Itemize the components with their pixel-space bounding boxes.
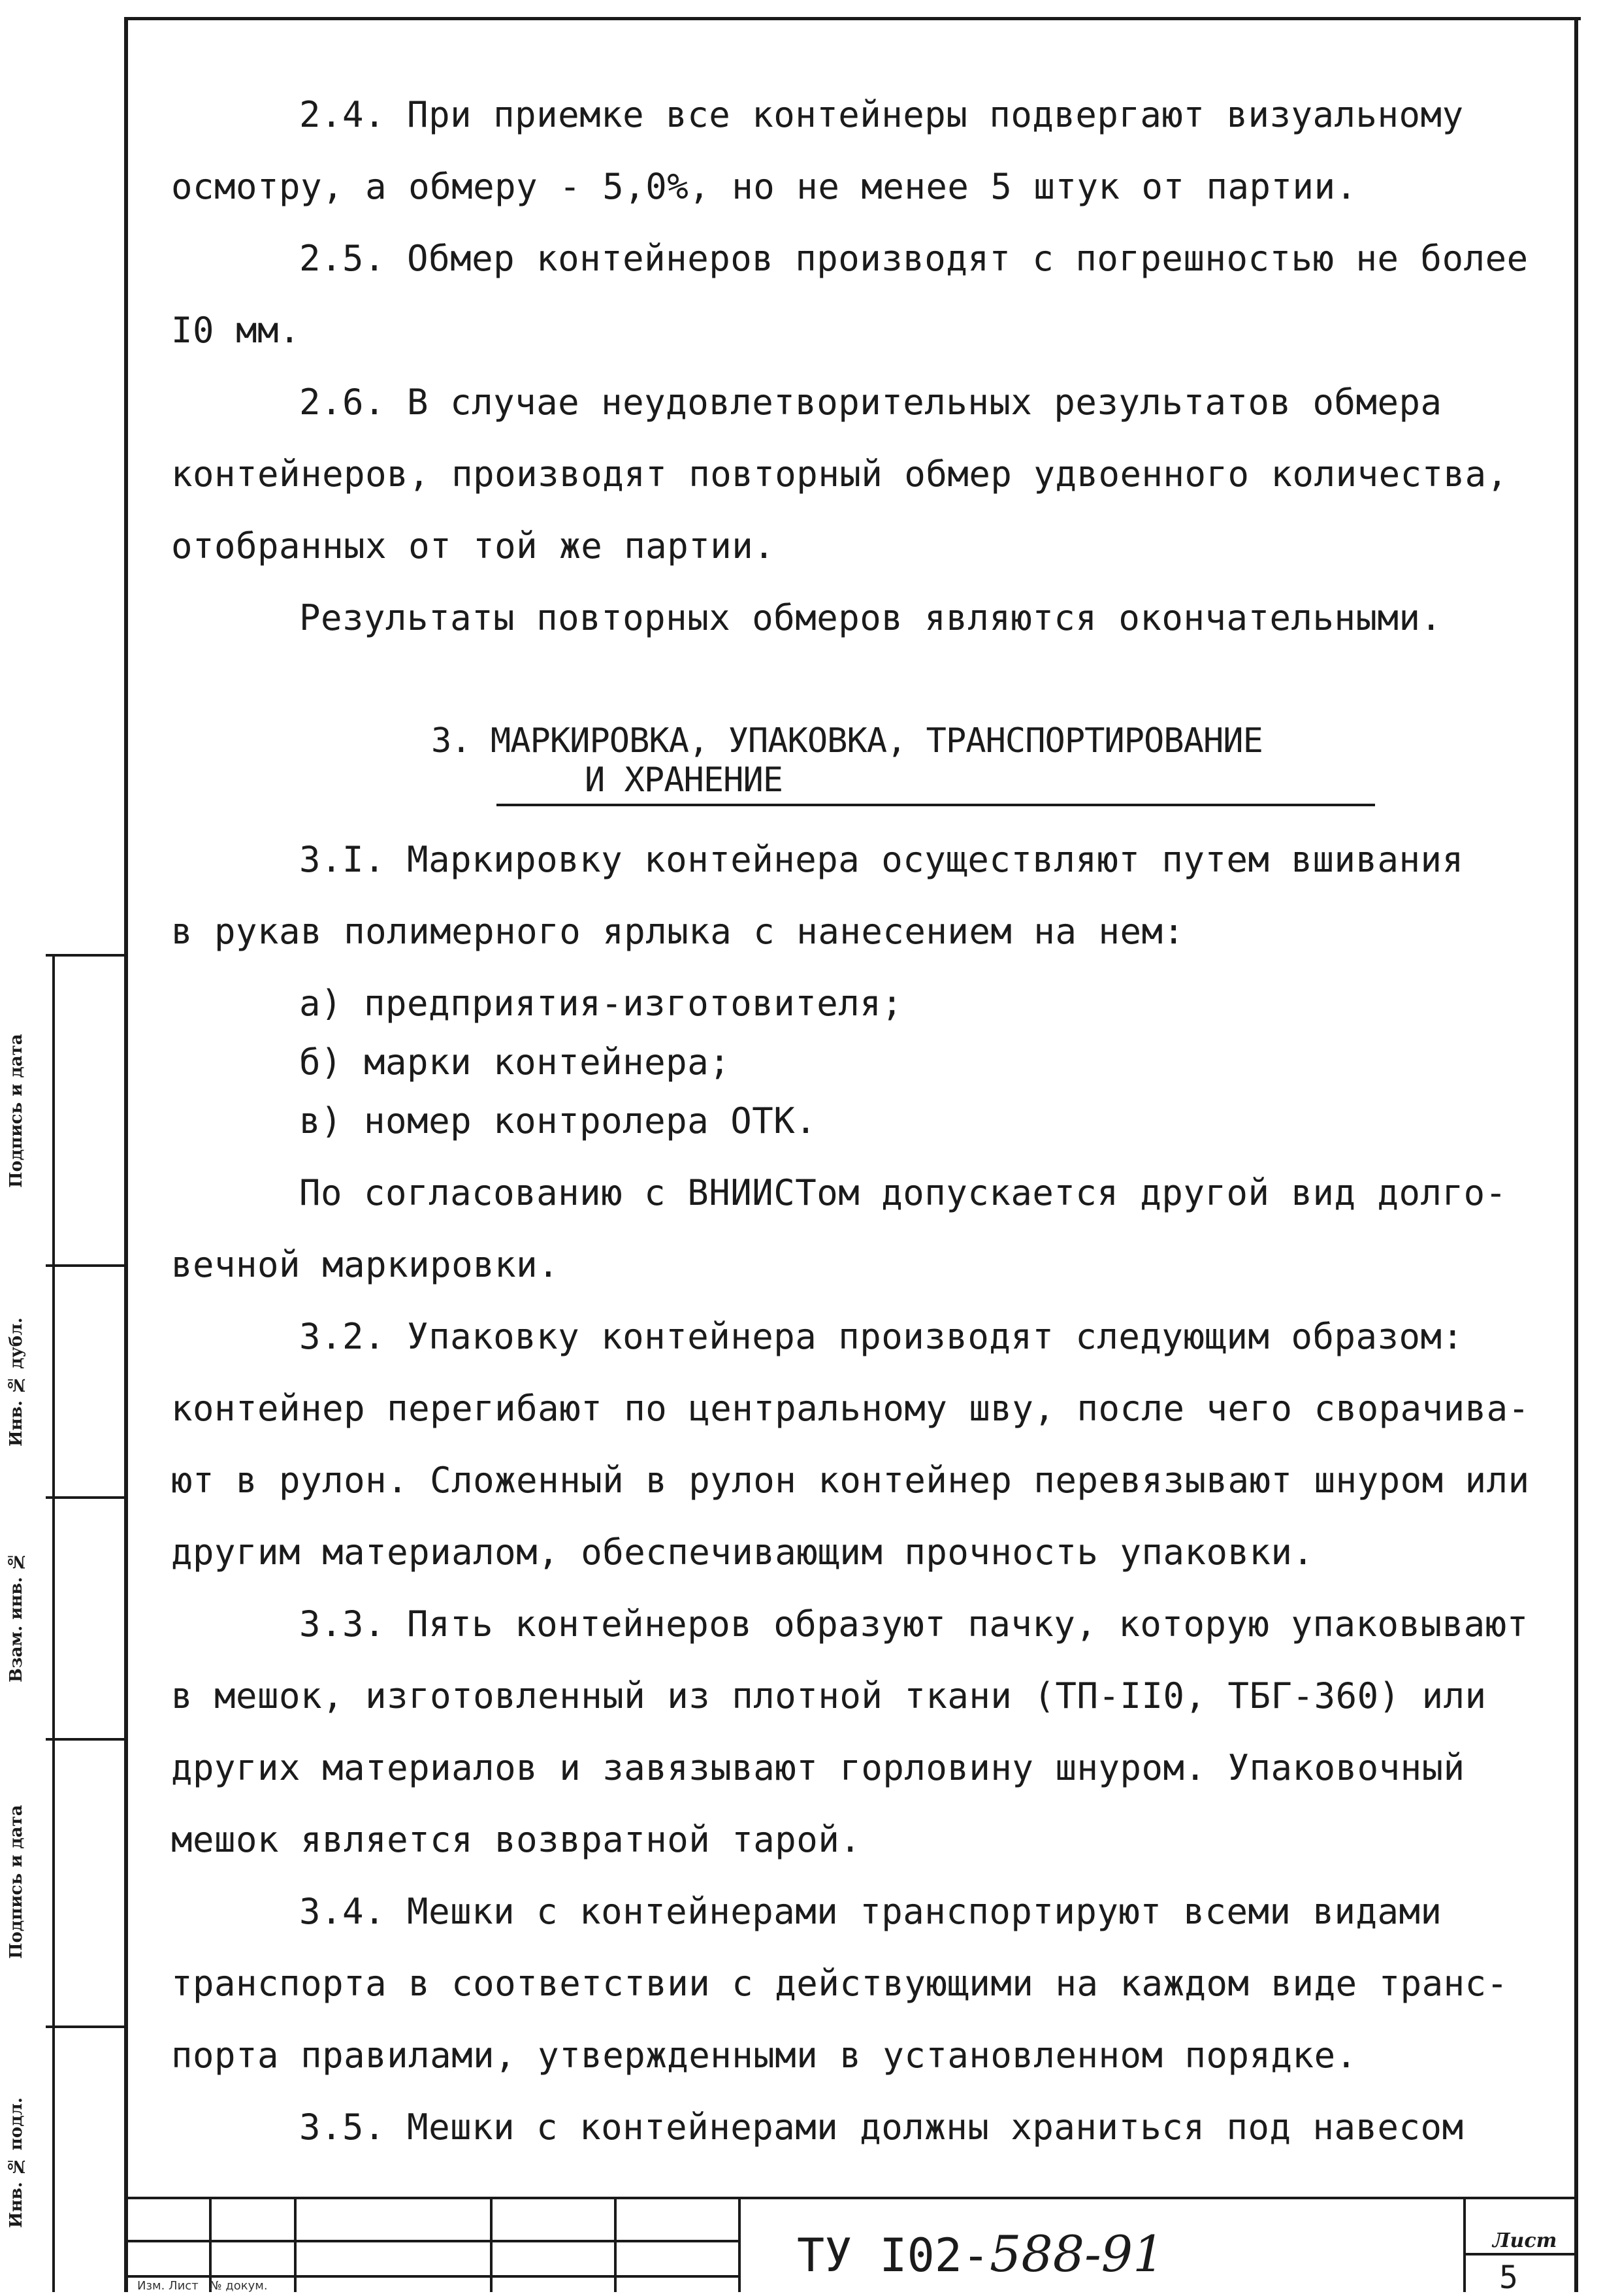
paragraph-2-4-line-1: 2.4. При приемке все контейнеры подвергают визуальному: [299, 94, 1464, 135]
section-heading-line-2: И ХРАНЕНИЕ: [585, 761, 783, 800]
document-code-prefix: ТУ I02-: [797, 2229, 990, 2282]
side-stamp-signature-date-1: Подпись и дата: [7, 1034, 26, 1188]
list-item-a: а) предприятия-изготовителя;: [299, 983, 903, 1024]
side-stamp-dup-inventory: Инв. № дубл.: [7, 1317, 26, 1447]
side-stamp-separator: [46, 1738, 124, 1741]
paragraph-2-6-line-4: Результаты повторных обмеров являются окончательными.: [299, 597, 1442, 638]
side-stamp-separator: [46, 1264, 124, 1267]
side-stamp-signature-date-2: Подпись и дата: [7, 1805, 26, 1959]
side-stamp-replacement-inventory: Взам. инв. №: [7, 1551, 26, 1683]
paragraph-3-2-line-2: контейнер перегибают по центральному шву, после чего сворачива-: [171, 1388, 1530, 1429]
title-block-column-hint: Изм. Лист № докум.: [137, 2279, 268, 2293]
title-block-row-line: [124, 2240, 738, 2242]
list-item-b: б) марки контейнера;: [299, 1041, 731, 1083]
sheet-number: 5: [1499, 2259, 1518, 2296]
paragraph-3-4-line-1: 3.4. Мешки с контейнерами транспортируют всеми видами: [299, 1891, 1442, 1932]
title-block-col-line: [209, 2197, 212, 2292]
title-block-col-line: [614, 2197, 617, 2292]
paragraph-2-5-line-2: I0 мм.: [171, 310, 301, 351]
side-stamp-separator: [46, 1496, 124, 1499]
paragraph-3-3-line-4: мешок является возвратной тарой.: [171, 1819, 862, 1860]
paragraph-3-2-line-4: другим материалом, обеспечивающим прочность упаковки.: [171, 1532, 1314, 1573]
paragraph-3-2-line-3: ют в рулон. Сложенный в рулон контейнер перевязывают шнуром или: [171, 1460, 1530, 1501]
paragraph-2-5-line-1: 2.5. Обмер контейнеров производят с погрешностью не более: [299, 238, 1529, 279]
paragraph-3-4-line-2: транспорта в соответствии с действующими на каждом виде транс-: [171, 1963, 1508, 2004]
frame-left: [124, 17, 128, 2292]
title-block-col-line: [738, 2197, 741, 2292]
side-stamp-border: [52, 954, 55, 2292]
side-stamp-separator: [46, 2025, 124, 2028]
frame-right: [1574, 17, 1578, 2292]
sheet-label: Лист: [1493, 2229, 1557, 2252]
title-block-sheet-line: [1463, 2253, 1576, 2255]
paragraph-3-1-line-2: в рукав полимерного ярлыка с нанесением на нем:: [171, 911, 1185, 952]
title-block-top-border: [124, 2197, 1578, 2199]
title-block-col-line: [1463, 2197, 1466, 2292]
frame-top: [124, 17, 1581, 20]
paragraph-2-6-line-1: 2.6. В случае неудовлетворительных результатов обмера: [299, 382, 1442, 423]
title-block-col-line: [490, 2197, 493, 2292]
paragraph-3-1-line-3: По согласованию с ВНИИСТом допускается другой вид долго-: [299, 1172, 1507, 1213]
document-code: [797, 2225, 1165, 2283]
paragraph-3-1-line-4: вечной маркировки.: [171, 1244, 560, 1285]
paragraph-2-6-line-2: контейнеров, производят повторный обмер удвоенного количества,: [171, 453, 1508, 495]
section-heading-underline: [496, 804, 1375, 806]
section-heading-line-1: 3. МАРКИРОВКА, УПАКОВКА, ТРАНСПОРТИРОВАНИЕ: [431, 721, 1263, 761]
paragraph-2-6-line-3: отобранных от той же партии.: [171, 525, 775, 566]
list-item-c: в) номер контролера ОТК.: [299, 1100, 817, 1141]
title-block-row-line: [124, 2275, 738, 2278]
paragraph-3-3-line-2: в мешок, изготовленный из плотной ткани (ТП-II0, ТБГ-360) или: [171, 1675, 1487, 1716]
paragraph-3-5-line-1: 3.5. Мешки с контейнерами должны храниться под навесом: [299, 2107, 1464, 2148]
side-stamp-separator: [46, 954, 124, 957]
paragraph-3-3-line-3: других материалов и завязывают горловину шнуром. Упаковочный: [171, 1747, 1465, 1788]
title-block-col-line: [294, 2197, 297, 2292]
paragraph-2-4-line-2: осмотру, а обмеру - 5,0%, но не менее 5 штук от партии.: [171, 166, 1357, 207]
paragraph-3-2-line-1: 3.2. Упаковку контейнера производят следующим образом:: [299, 1316, 1464, 1357]
paragraph-3-4-line-3: порта правилами, утвержденными в установленном порядке.: [171, 2035, 1357, 2076]
document-code-handwritten: 588-91: [990, 2225, 1165, 2283]
side-stamp-original-inventory: Инв. № подл.: [7, 2097, 26, 2228]
paragraph-3-1-line-1: 3.I. Маркировку контейнера осуществляют путем вшивания: [299, 839, 1464, 880]
paragraph-3-3-line-1: 3.3. Пять контейнеров образуют пачку, которую упаковывают: [299, 1603, 1529, 1645]
